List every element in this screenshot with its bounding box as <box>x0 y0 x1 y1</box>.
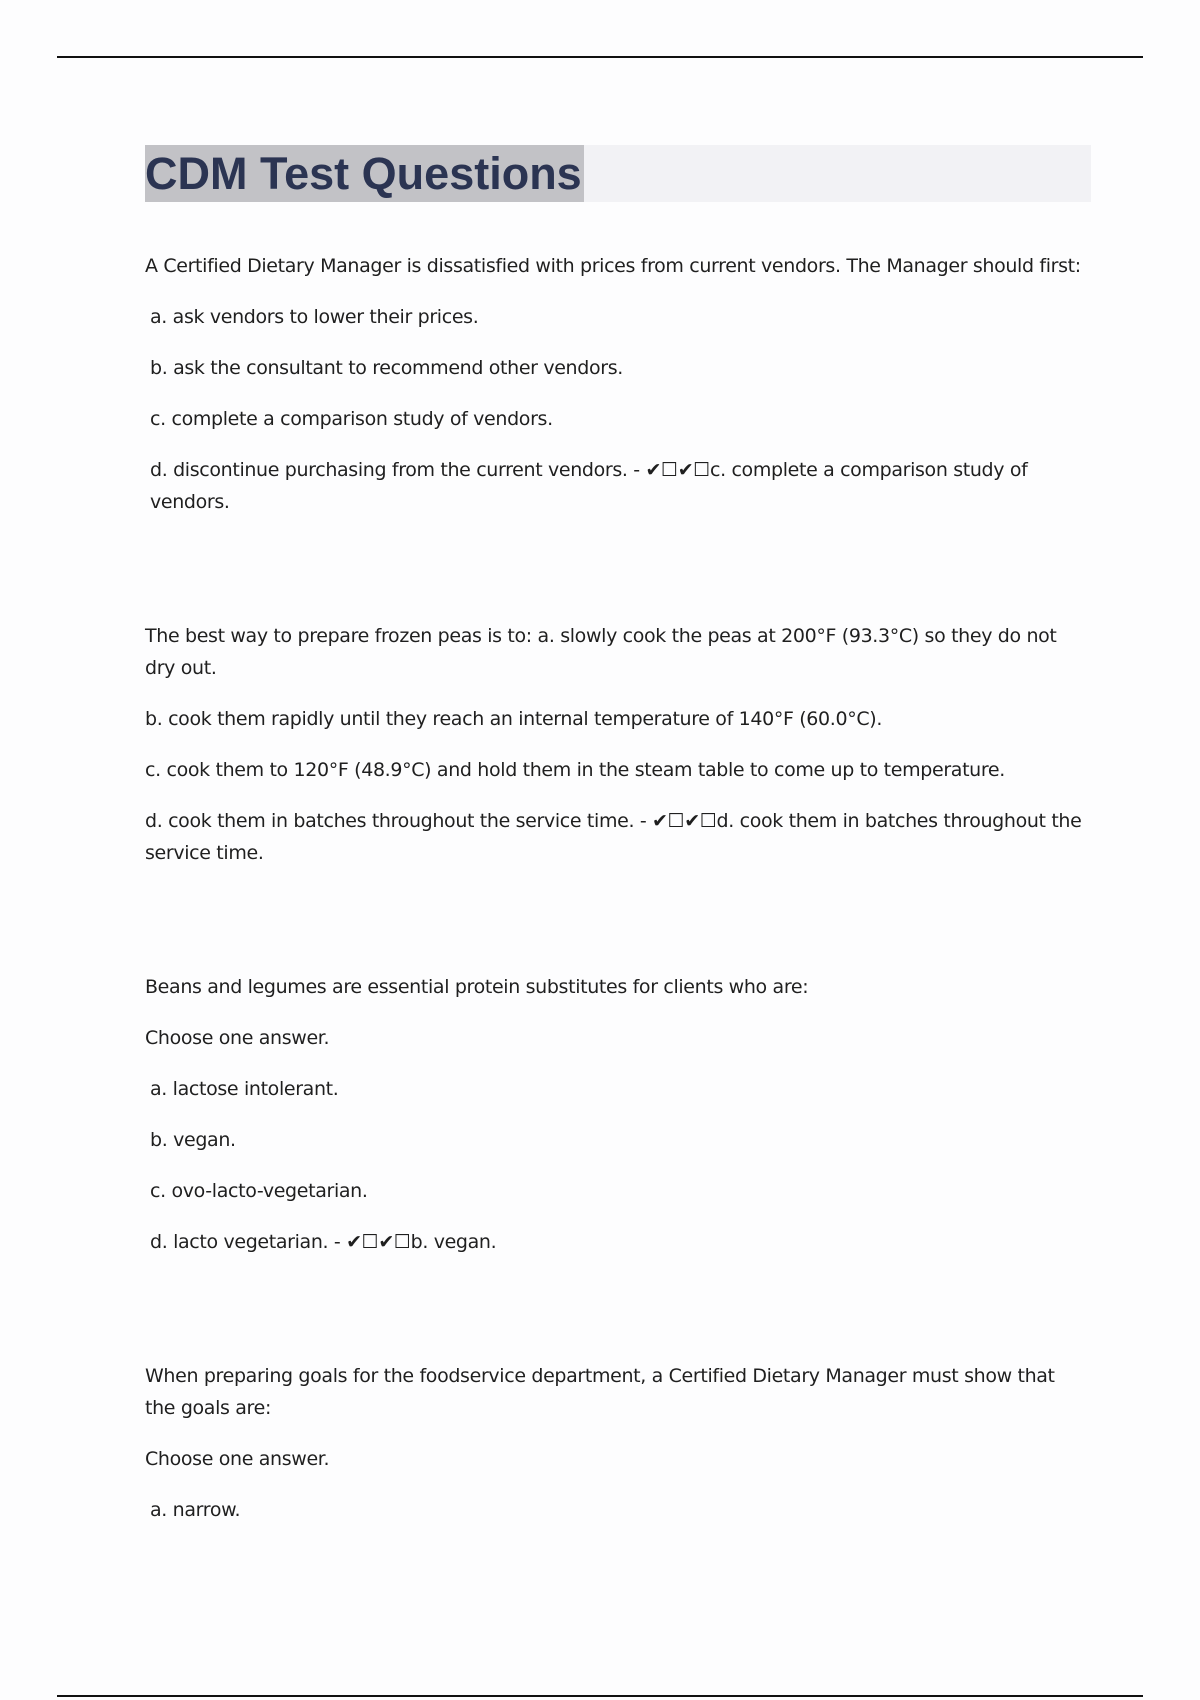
page-title: CDM Test Questions <box>145 145 584 202</box>
question-stem: When preparing goals for the foodservice department, a Certified Dietary Manager must show that the goals are: <box>145 1365 1055 1419</box>
answer-option-d-with-key: d. lacto vegetarian. - ✔☐✔☐b. vegan. <box>150 1231 497 1253</box>
answer-option-b: b. cook them rapidly until they reach an internal temperature of 140°F (60.0°C). <box>145 708 883 730</box>
question-3 <box>145 971 1085 1258</box>
answer-option-c: c. cook them to 120°F (48.9°C) and hold them in the steam table to come up to temperature. <box>145 759 1005 781</box>
answer-instruction: Choose one answer. <box>145 1448 330 1470</box>
question-1 <box>145 250 1085 518</box>
question-list <box>145 250 1085 1526</box>
answer-option-b: b. vegan. <box>150 1129 236 1151</box>
bottom-rule <box>57 1695 1143 1697</box>
top-rule <box>57 56 1143 58</box>
answer-option-c: c. ovo-lacto-vegetarian. <box>150 1180 368 1202</box>
question-stem: The best way to prepare frozen peas is to: a. slowly cook the peas at 200°F (93.3°C) so they do not dry out. <box>145 625 1057 679</box>
answer-option-b: b. ask the consultant to recommend other vendors. <box>150 357 623 379</box>
question-2 <box>145 620 1085 869</box>
answer-option-a: a. ask vendors to lower their prices. <box>150 306 479 328</box>
answer-option-a: a. lactose intolerant. <box>150 1078 339 1100</box>
answer-option-c: c. complete a comparison study of vendors. <box>150 408 553 430</box>
question-stem: Beans and legumes are essential protein substitutes for clients who are: <box>145 976 809 998</box>
question-stem: A Certified Dietary Manager is dissatisfied with prices from current vendors. The Manager should first: <box>145 255 1081 277</box>
question-4 <box>145 1360 1085 1526</box>
answer-option-a: a. narrow. <box>150 1499 241 1521</box>
answer-option-d-with-key: d. cook them in batches throughout the service time. - ✔☐✔☐d. cook them in batches throughout the service time. <box>145 810 1082 864</box>
answer-option-d-with-key: d. discontinue purchasing from the current vendors. - ✔☐✔☐c. complete a comparison study of vendors. <box>150 459 1028 513</box>
answer-instruction: Choose one answer. <box>145 1027 330 1049</box>
